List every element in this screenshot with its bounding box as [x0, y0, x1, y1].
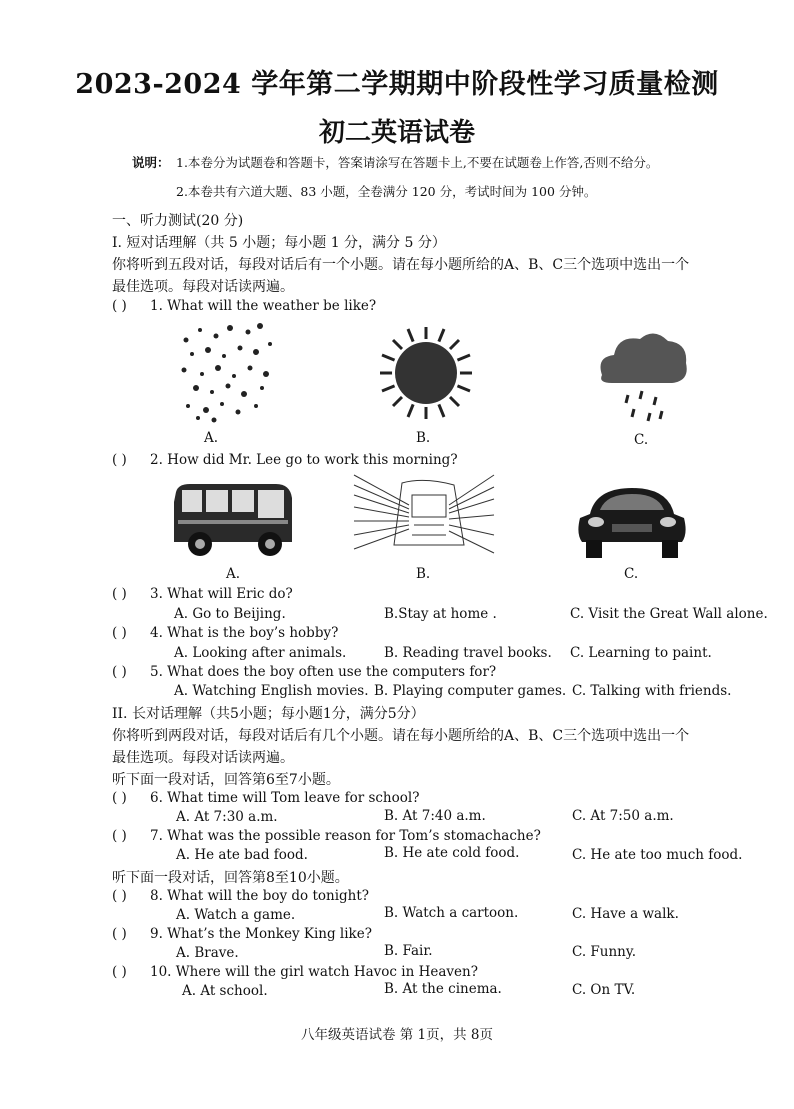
option-a: A. Go to Beijing.	[174, 606, 286, 622]
question-2: 2. How did Mr. Lee go to work this morning?	[150, 452, 458, 468]
part2-lead-2: 听下面一段对话，回答第8至10小题。	[112, 870, 349, 886]
option-a: A. At school.	[182, 983, 268, 999]
option-c-caption: C.	[634, 432, 649, 448]
option-b: B. Watch a cartoon.	[384, 905, 519, 921]
option-a: A. Watch a game.	[176, 907, 296, 923]
part2-lead-1: 听下面一段对话，回答第6至7小题。	[112, 772, 340, 788]
section-heading: 一、听力测试(20 分)	[112, 213, 244, 229]
answer-bracket[interactable]: ( )	[112, 964, 127, 980]
option-c: C. At 7:50 a.m.	[572, 808, 674, 824]
option-c: C. Funny.	[572, 944, 637, 960]
option-b: B. At the cinema.	[384, 981, 502, 997]
exam-title: 2023-2024 学年第二学期期中阶段性学习质量检测	[75, 69, 719, 100]
part2-heading: II. 长对话理解（共5小题；每小题1分，满分5分）	[112, 706, 425, 722]
option-a-caption: A.	[204, 430, 219, 446]
question-4: 4. What is the boy’s hobby?	[150, 625, 339, 641]
option-c: C. On TV.	[572, 982, 636, 998]
question-10: 10. Where will the girl watch Havoc in Heaven?	[150, 964, 478, 980]
question-5: 5. What does the boy often use the computers for?	[150, 664, 497, 680]
option-a: A. Brave.	[176, 945, 239, 961]
option-c: C. Have a walk.	[572, 906, 679, 922]
part1-instruction-2: 最佳选项。每段对话读两遍。	[112, 279, 294, 295]
snow-icon	[178, 322, 278, 422]
sun-icon	[378, 325, 474, 421]
part2-instruction-2: 最佳选项。每段对话读两遍。	[112, 750, 294, 766]
option-a: A. At 7:30 a.m.	[176, 809, 278, 825]
option-c: C. Visit the Great Wall alone.	[570, 606, 768, 622]
rain-cloud-icon	[592, 325, 692, 425]
answer-bracket[interactable]: ( )	[112, 888, 127, 904]
option-b-caption: B.	[416, 430, 431, 446]
option-b: B.Stay at home .	[384, 606, 497, 622]
answer-bracket[interactable]: ( )	[112, 625, 127, 641]
notes-line-1: 1.本卷分为试题卷和答题卡，答案请涂写在答题卡上,不要在试题卷上作答,否则不给分。	[176, 155, 659, 170]
option-a-caption: A.	[226, 566, 241, 582]
notes-line-2: 2.本卷共有六道大题、83 小题，全卷满分 120 分，考试时间为 100 分钟。	[176, 184, 597, 199]
option-a: A. Looking after animals.	[174, 645, 347, 661]
option-a: A. He ate bad food.	[176, 847, 308, 863]
option-b: B. Reading travel books.	[384, 645, 552, 661]
answer-bracket[interactable]: ( )	[112, 790, 127, 806]
answer-bracket[interactable]: ( )	[112, 586, 127, 602]
option-b: B. He ate cold food.	[384, 845, 520, 861]
question-9: 9. What’s the Monkey King like?	[150, 926, 372, 942]
answer-bracket[interactable]: ( )	[112, 664, 127, 680]
option-b: B. Playing computer games.	[374, 683, 567, 699]
option-c: C. Talking with friends.	[572, 683, 732, 699]
part2-instruction-1: 你将听到两段对话，每段对话后有几个小题。请在每小题所给的A、B、C三个选项中选出一个	[112, 728, 690, 744]
part1-instruction-1: 你将听到五段对话，每段对话后有一个小题。请在每小题所给的A、B、C三个选项中选出一个	[112, 257, 690, 273]
question-1: 1. What will the weather be like?	[150, 298, 377, 314]
answer-bracket[interactable]: ( )	[112, 298, 127, 314]
option-b: B. At 7:40 a.m.	[384, 808, 486, 824]
car-icon	[576, 484, 688, 564]
answer-bracket[interactable]: ( )	[112, 828, 127, 844]
answer-bracket[interactable]: ( )	[112, 452, 127, 468]
option-c: C. He ate too much food.	[572, 847, 743, 863]
part1-heading: I. 短对话理解（共 5 小题；每小题 1 分，满分 5 分）	[112, 235, 446, 251]
question-3: 3. What will Eric do?	[150, 586, 293, 602]
question-8: 8. What will the boy do tonight?	[150, 888, 370, 904]
notes-label: 说明：	[132, 155, 170, 170]
question-7: 7. What was the possible reason for Tom’s stomachache?	[150, 828, 541, 844]
subway-train-icon	[354, 475, 494, 555]
question-6: 6. What time will Tom leave for school?	[150, 790, 420, 806]
option-c: C. Learning to paint.	[570, 645, 712, 661]
page-footer: 八年级英语试卷 第 1页，共 8页	[300, 1027, 494, 1043]
option-b-caption: B.	[416, 566, 431, 582]
option-b: B. Fair.	[384, 943, 433, 959]
option-c-caption: C.	[624, 566, 639, 582]
bus-icon	[170, 480, 296, 558]
option-a: A. Watching English movies.	[174, 683, 369, 699]
answer-bracket[interactable]: ( )	[112, 926, 127, 942]
exam-subtitle: 初二英语试卷	[318, 118, 475, 148]
